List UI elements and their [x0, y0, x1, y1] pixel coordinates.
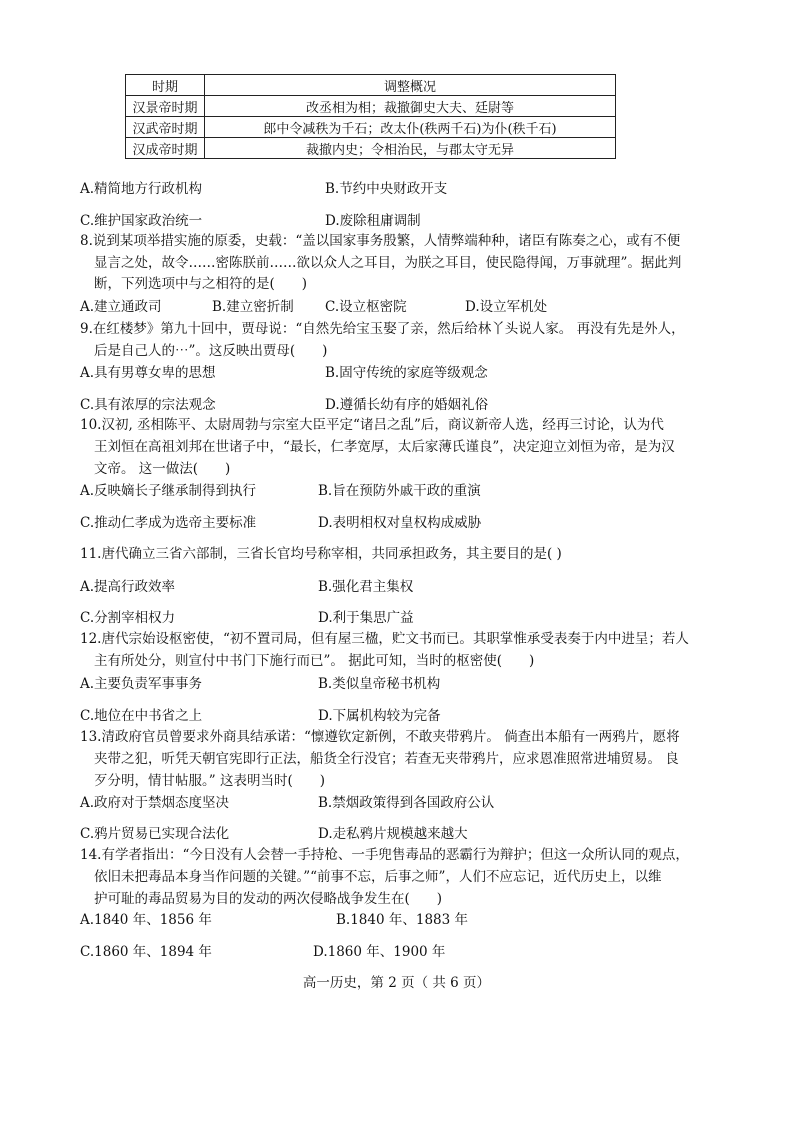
q11-option-b: B.强化君主集权 — [318, 579, 414, 595]
q8-option-c: C.设立枢密院 — [325, 299, 407, 315]
q11-stem-line: 11.唐代确立三省六部制，三省长官均号称宰相，共同承担政务，其主要目的是( ) — [80, 546, 562, 562]
q8-stem-line: 8.说到某项举措实施的原委，史载：“盖以国家事务殷繁，人情弊端种种，诸臣有陈奏之心，或有不便 — [80, 233, 681, 249]
q9-option-d: D.遵循长幼有序的婚姻礼俗 — [325, 397, 489, 413]
q13-option-c: C.鸦片贸易已实现合法化 — [80, 826, 230, 842]
q9-option-c: C.具有浓厚的宗法观念 — [80, 397, 216, 413]
q9-stem-line: 后是自己人的⋯”。这反映出贾母( ) — [94, 343, 328, 359]
q12-option-b: B.类似皇帝秘书机构 — [318, 676, 441, 692]
table-row — [126, 138, 616, 159]
q14-option-d: D.1860 年、1900 年 — [313, 944, 446, 960]
q7-option-b: B.节约中央财政开支 — [325, 181, 448, 197]
q12-stem-line: 主有所处分，则宣付中书门下施行而已”。 据此可知，当时的枢密使( ) — [94, 653, 535, 669]
q13-option-d: D.走私鸦片规模越来越大 — [318, 826, 468, 842]
table-header-cell: 时期 — [126, 75, 205, 96]
q13-option-a: A.政府对于禁烟态度坚决 — [80, 795, 230, 811]
table-cell: 裁撤内史；令相治民，与郡太守无异 — [205, 138, 616, 159]
table-cell: 汉成帝时期 — [126, 138, 205, 159]
q8-option-a: A.建立通政司 — [80, 299, 162, 315]
q14-stem-line: 护可耻的毒品贸易为目的发动的两次侵略战争发生在( ) — [94, 891, 443, 907]
table-row — [126, 96, 616, 117]
q11-option-d: D.利于集思广益 — [318, 610, 414, 626]
q8-option-b: B.建立密折制 — [212, 299, 294, 315]
q9-option-a: A.具有男尊女卑的思想 — [80, 365, 216, 381]
q12-option-c: C.地位在中书省之上 — [80, 708, 203, 724]
q12-option-d: D.下属机构较为完备 — [318, 708, 441, 724]
page-footer: 高一历史，第 2 页（ 共 6 页） — [302, 975, 491, 991]
q7-option-c: C.维护国家政治统一 — [80, 213, 203, 229]
table-cell: 改丞相为相；裁撤御史大夫、廷尉等 — [205, 96, 616, 117]
table-row — [126, 117, 616, 138]
q13-option-b: B.禁烟政策得到各国政府公认 — [318, 795, 495, 811]
q14-stem-line: 14.有学者指出：“今日没有人会替一手持枪、一手兜售毒品的恶霸行为辩护；但这一众所认同的观点， — [80, 847, 689, 863]
q8-stem-line: 断，下列选项中与之相符的是( ) — [94, 276, 308, 292]
q7-option-a: A.精简地方行政机构 — [80, 181, 203, 197]
q10-option-d: D.表明相权对皇权构成威胁 — [318, 515, 482, 531]
q14-stem-line: 依旧未把毒品本身当作问题的关键。”“前事不忘，后事之师”，人们不应忘记，近代历史上，以维 — [94, 869, 662, 885]
q10-option-a: A.反映嫡长子继承制得到执行 — [80, 483, 257, 499]
table-header-row — [126, 75, 616, 96]
q8-option-d: D.设立军机处 — [465, 299, 548, 315]
q14-option-b: B.1840 年、1883 年 — [336, 912, 469, 928]
q10-stem-line: 王刘恒在高祖刘邦在世诸子中，“最长，仁孝宽厚，太后家薄氏谨良”，决定迎立刘恒为帝，是为汉 — [94, 439, 675, 455]
history-table — [125, 74, 616, 159]
q11-option-a: A.提高行政效率 — [80, 579, 176, 595]
q7-option-d: D.废除租庸调制 — [325, 213, 421, 229]
q13-stem-line: 歹分明，情甘帖服。” 这表明当时( ) — [94, 773, 325, 789]
q10-option-c: C.推动仁孝成为选帝主要标准 — [80, 515, 257, 531]
q13-stem-line: 13.清政府官员曾要求外商具结承诺：“懔遵钦定新例，不敢夹带鸦片。 倘查出本船有一两鸦片，愿将 — [80, 729, 680, 745]
q13-stem-line: 夹带之犯，听凭天朝官宪即行正法，船货全行没官；若查无夹带鸦片，应求恩准照常进埔贸易。 良 — [94, 751, 679, 767]
table-header-cell: 调整概况 — [205, 75, 616, 96]
q10-stem-line: 文帝。 这一做法( ) — [94, 461, 231, 477]
q10-stem-line: 10.汉初, 丞相陈平、太尉周勃与宗室大臣平定“诸吕之乱”后，商议新帝人选，经再三讨论，认为代 — [80, 417, 664, 433]
q12-stem-line: 12.唐代宗始设枢密使，“初不置司局，但有屋三楹，贮文书而已。其职掌惟承受表奏于内中进呈；若人 — [80, 631, 689, 647]
q11-option-c: C.分割宰相权力 — [80, 610, 176, 626]
q14-option-a: A.1840 年、1856 年 — [80, 912, 212, 928]
q9-option-b: B.固守传统的家庭等级观念 — [325, 365, 488, 381]
q14-option-c: C.1860 年、1894 年 — [80, 944, 212, 960]
table-cell: 郎中令减秩为千石；改太仆(秩两千石)为仆(秩千石) — [205, 117, 616, 138]
table-cell: 汉景帝时期 — [126, 96, 205, 117]
q10-option-b: B.旨在预防外戚干政的重演 — [318, 483, 481, 499]
q12-option-a: A.主要负责军事事务 — [80, 676, 203, 692]
q8-stem-line: 显言之处，故令……密陈朕前……欲以众人之耳目，为朕之耳目，使民隐得闻，万事就理”。据此判 — [94, 255, 682, 271]
table-cell: 汉武帝时期 — [126, 117, 205, 138]
q9-stem-line: 9.在红楼梦》第九十回中，贾母说：“自然先给宝玉娶了亲，然后给林丫头说人家。 再没有先是外人， — [80, 321, 685, 337]
